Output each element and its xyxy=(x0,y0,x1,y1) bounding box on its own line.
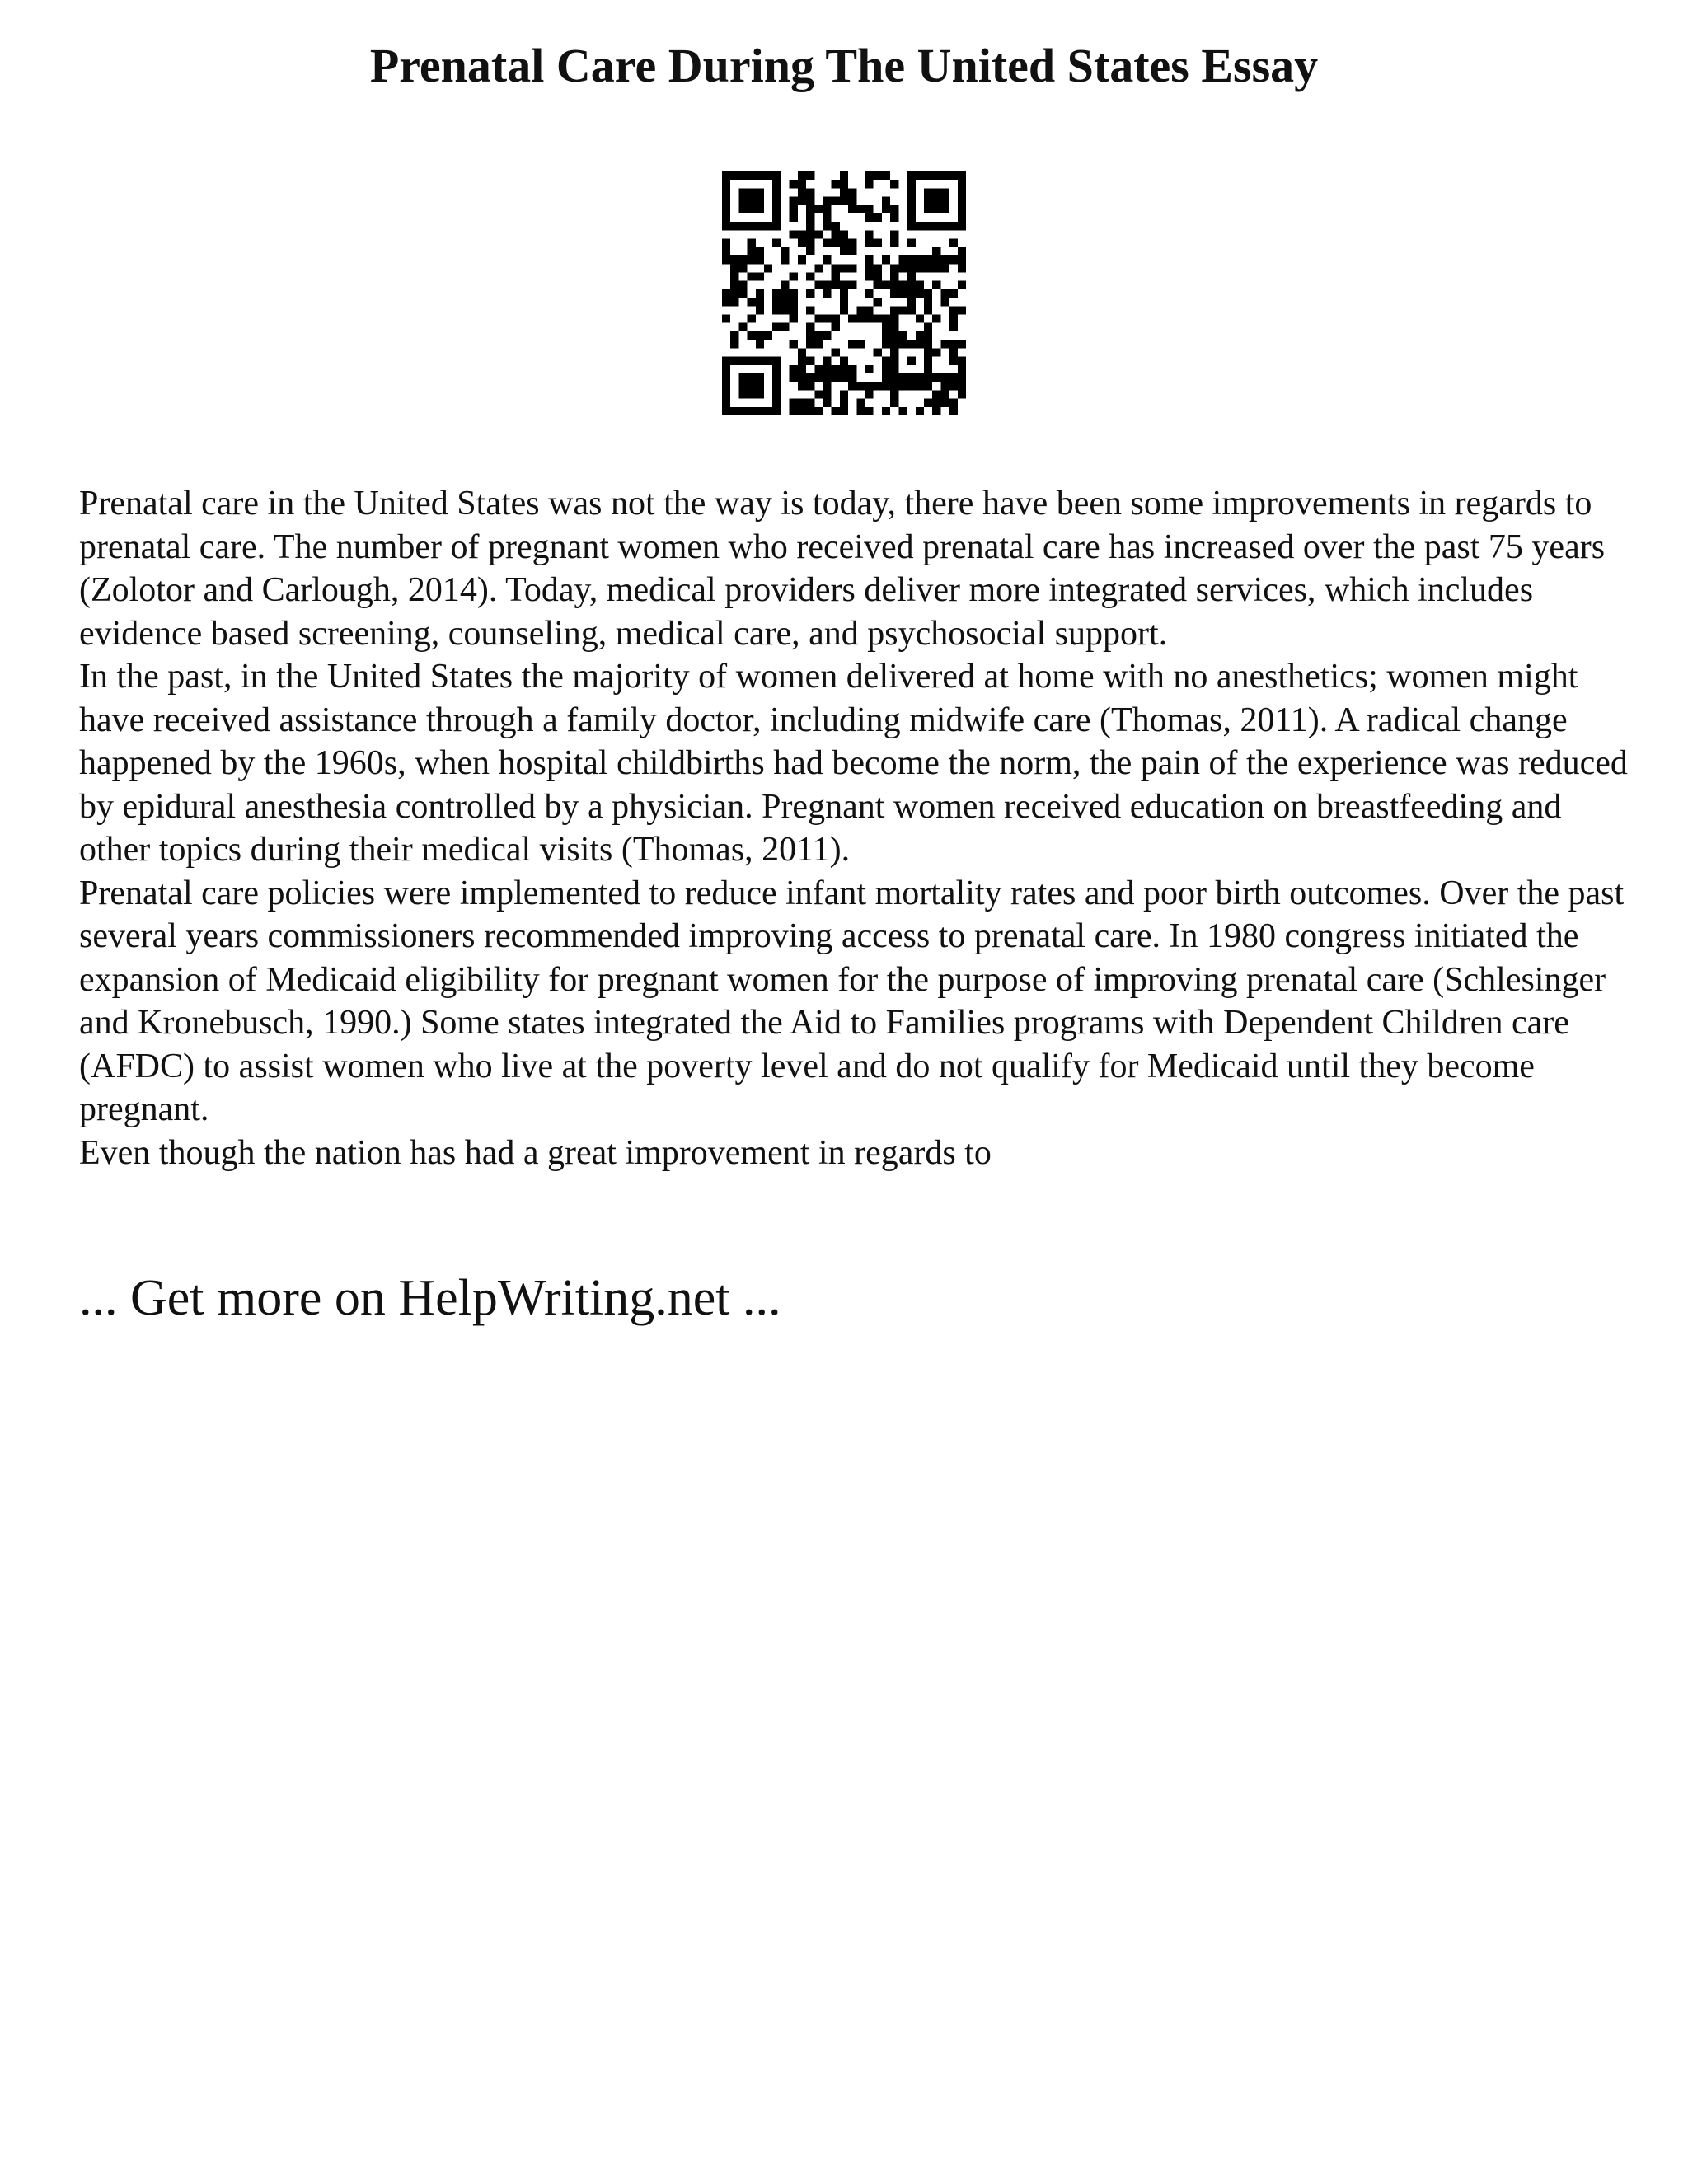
essay-paragraph-2: In the past, in the United States the majority of women delivered at home with no anesthetics; women might have received assistance through a family doctor, including midwife care (Thomas, 2011). A radical change happened by the 1960s, when hospital childbirths had become the norm, the pain of the experience was reduced by epidural anesthesia controlled by a physician. Pregnant women received education on breastfeeding and other topics during their medical visits (Thomas, 2011). xyxy=(79,658,1628,869)
essay-paragraph-3: Prenatal care policies were implemented to reduce infant mortality rates and poor birth outcomes. Over the past several years commissioners recommended improving access to prenatal care. In 1980 congress initiated the expansion of Medicaid eligibility for pregnant women for the purpose of improving prenatal care (Schlesinger and Kronebusch, 1990.) Some states integrated the Aid to Families programs with Dependent Children care (AFDC) to assist women who live at the poverty level and do not qualify for Medicaid until they become pregnant. xyxy=(79,874,1625,1128)
essay-body xyxy=(79,482,1629,1174)
essay-paragraph-4: Even though the nation has had a great improvement in regards to xyxy=(79,1133,992,1172)
get-more-link[interactable]: ... Get more on HelpWriting.net ... xyxy=(79,1270,781,1326)
essay-paragraph-1: Prenatal care in the United States was not the way is today, there have been some improvements in regards to prenatal care. The number of pregnant women who received prenatal care has increased over the past 75 years (Zolotor and Carlough, 2014). Today, medical providers deliver more integrated services, which includes evidence based screening, counseling, medical care, and psychosocial support. xyxy=(79,485,1606,653)
document-title: Prenatal Care During The United States Essay xyxy=(369,39,1319,92)
qr-code-graphic xyxy=(722,171,966,415)
qr-code-icon[interactable] xyxy=(722,171,966,415)
